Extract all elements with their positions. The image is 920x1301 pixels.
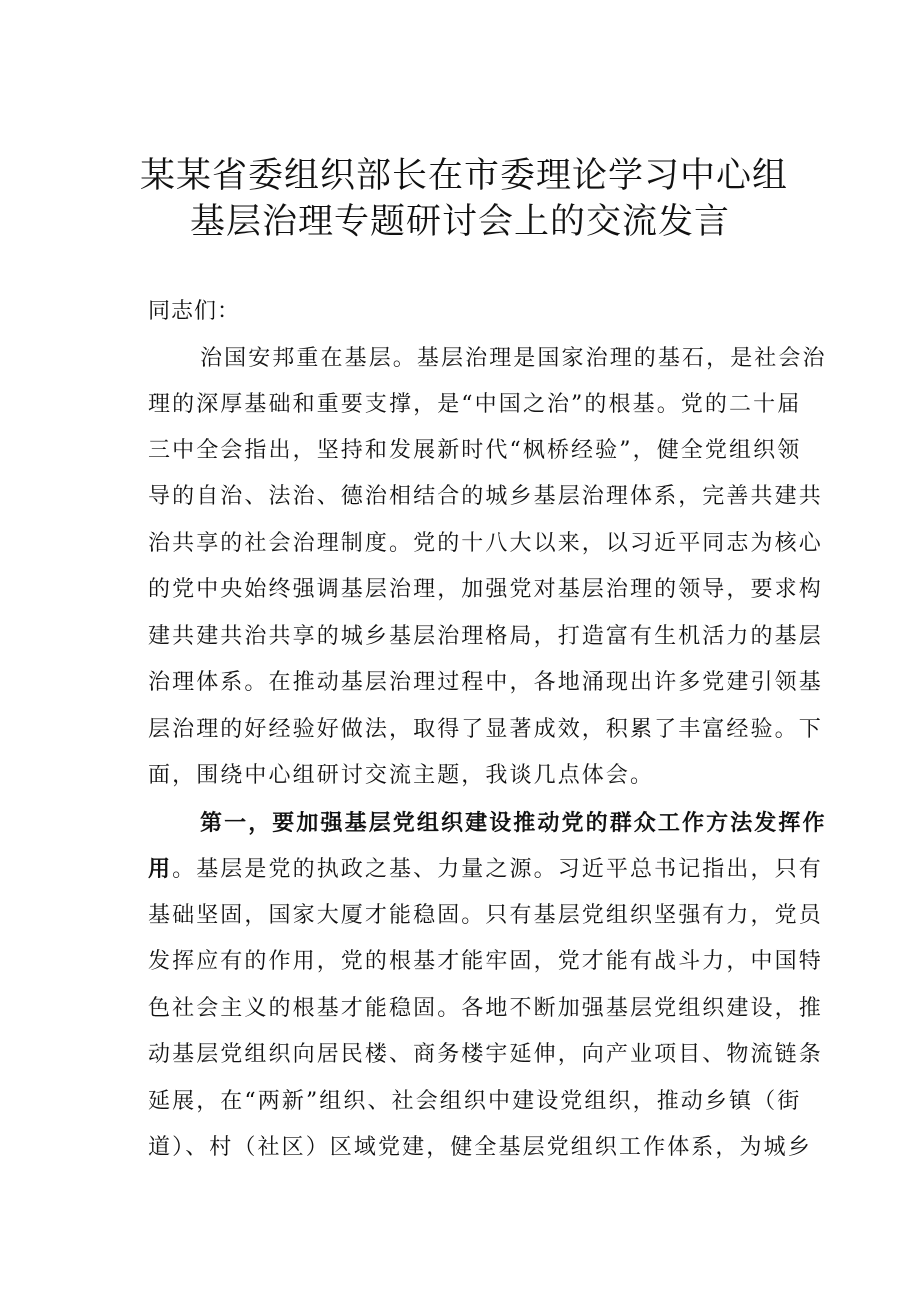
paragraph2-line: 基础坚固，国家大厦才能稳固。只有基层党组织坚强有力，党员	[148, 903, 823, 928]
paragraph2-heading: 第一，要加强基层党组织建设推动党的群众工作方法发挥作	[200, 810, 827, 836]
paragraph1-line: 治共享的社会治理制度。党的十八大以来，以习近平同志为核心	[148, 531, 823, 556]
paragraph2-line: 发挥应有的作用，党的根基才能牢固，党才能有战斗力，中国特	[148, 949, 823, 974]
paragraph2-line	[148, 846, 823, 894]
paragraph1-line: 治理体系。在推动基层治理过程中，各地涌现出许多党建引领基	[148, 670, 823, 695]
greeting: 同志们：	[148, 299, 241, 324]
paragraph2-line: 动基层党组织向居民楼、商务楼宇延伸，向产业项目、物流链条	[148, 1042, 823, 1067]
document-title-line-1: 某某省委组织部长在市委理论学习中心组	[140, 156, 789, 196]
paragraph1-line: 建共建共治共享的城乡基层治理格局，打造富有生机活力的基层	[148, 624, 823, 649]
paragraph1-line: 导的自治、法治、德治相结合的城乡基层治理体系，完善共建共	[148, 484, 823, 509]
paragraph2-heading-end: 用	[148, 856, 173, 882]
paragraph2-line-rest: 。基层是党的执政之基、力量之源。习近平总书记指出，只有	[172, 857, 823, 882]
paragraph1-line: 层治理的好经验好做法，取得了显著成效，积累了丰富经验。下	[148, 717, 823, 742]
paragraph1-line: 治国安邦重在基层。基层治理是国家治理的基石，是社会治	[200, 346, 827, 371]
paragraph1-line: 三中全会指出，坚持和发展新时代“枫桥经验”，健全党组织领	[148, 438, 802, 463]
paragraph2-line: 道）、村（社区）区域党建，健全基层党组织工作体系，为城乡	[148, 1135, 812, 1160]
document-title-line-2: 基层治理专题研讨会上的交流发言	[189, 202, 730, 242]
paragraph1-line: 的党中央始终强调基层治理，加强党对基层治理的领导，要求构	[148, 577, 823, 602]
paragraph2-line: 延展，在“两新”组织、社会组织中建设党组织，推动乡镇（街	[148, 1089, 802, 1114]
paragraph1-line: 面，围绕中心组研讨交流主题，我谈几点体会。	[148, 763, 655, 788]
paragraph2-line: 色社会主义的根基才能稳固。各地不断加强基层党组织建设，推	[148, 996, 823, 1021]
paragraph1-line: 理的深厚基础和重要支撑，是“中国之治”的根基。党的二十届	[148, 392, 802, 417]
